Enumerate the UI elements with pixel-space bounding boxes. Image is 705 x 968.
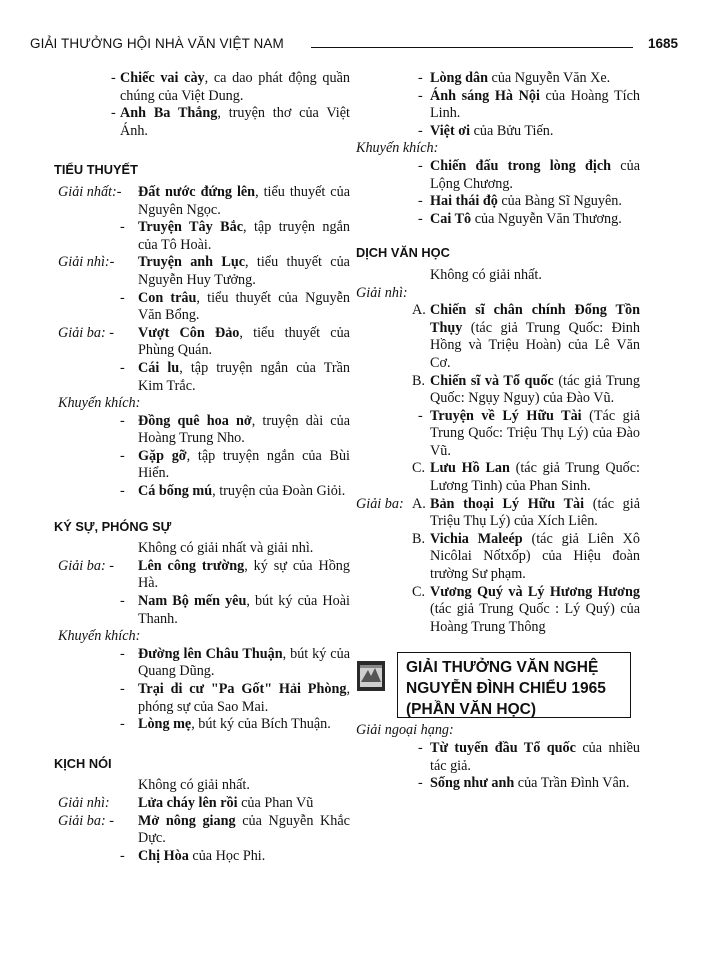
right-column xyxy=(356,70,640,793)
item-dash: - xyxy=(418,210,423,227)
award-banner xyxy=(356,652,640,722)
work-detail: , tiểu thuyết của Nguyễn Văn Bổng. xyxy=(138,289,350,324)
work-title: Vichia Maleép xyxy=(430,530,523,547)
work-detail: của Phan Vũ xyxy=(237,794,314,811)
work-detail: (tác giả Liên Xô Nicôlai Nốtxốp) của Hiệu đoàn trường Sư phạm. xyxy=(430,530,641,583)
list-item xyxy=(356,302,640,372)
page-number: 1685 xyxy=(647,36,678,51)
item-dash: - xyxy=(120,483,125,500)
work-detail: , bút ký của Hoài Thanh. xyxy=(138,593,350,627)
list-item xyxy=(58,681,350,716)
work-detail: , tiểu thuyết của Nguyễn Huy Tưởng. xyxy=(138,254,350,288)
work-title: Từ tuyến đầu Tổ quốc xyxy=(430,740,576,756)
work-detail: của Học Phi. xyxy=(188,847,266,864)
list-item xyxy=(356,460,640,495)
work-detail: , tập truyện ngắn của Bùi Hiển. xyxy=(138,447,350,482)
item-dash: - xyxy=(120,681,125,697)
work-title: Hai thái độ xyxy=(430,193,498,210)
item-marker: - xyxy=(418,407,423,424)
work-detail: của nhiều tác giả. xyxy=(430,740,640,774)
work-title: Mở nông giang xyxy=(138,812,236,829)
award-label: Giải ba: - xyxy=(58,557,114,574)
item-marker: A. xyxy=(412,495,426,512)
list-item xyxy=(58,325,350,360)
list-item xyxy=(356,373,640,408)
item-dash: - xyxy=(120,219,125,236)
work-title: Truyện về Lý Hữu Tài xyxy=(430,407,582,424)
item-dash: - xyxy=(418,740,423,756)
section-note: Không có giải nhất. xyxy=(138,777,250,794)
item-dash: - xyxy=(418,70,423,86)
list-item xyxy=(58,105,350,140)
item-dash: - xyxy=(120,412,125,429)
work-title: Con trâu xyxy=(138,289,197,306)
list-item xyxy=(58,716,350,734)
work-title: Truyện Tây Bắc xyxy=(138,219,243,236)
work-title: Lên công trường xyxy=(138,557,245,574)
award-label: Giải nhì: xyxy=(58,794,110,811)
section-note: Không có giải nhất và giải nhì. xyxy=(138,540,314,557)
work-detail: , bút ký của Bích Thuận. xyxy=(191,716,331,733)
list-item xyxy=(58,184,350,219)
section-heading-translation: DỊCH VĂN HỌC xyxy=(356,245,450,261)
list-item xyxy=(58,483,350,501)
list-item xyxy=(356,158,640,193)
item-dash: - xyxy=(120,359,125,376)
item-marker: B. xyxy=(412,530,426,547)
list-item xyxy=(58,848,350,866)
item-dash: - xyxy=(120,847,125,864)
work-title: Cai Tô xyxy=(430,210,472,227)
work-detail: , truyện dài của Hoàng Trung Nho. xyxy=(138,412,350,447)
work-title: Lòng mẹ xyxy=(138,716,192,733)
header-rule xyxy=(311,47,633,48)
list-item xyxy=(58,593,350,628)
item-dash: - xyxy=(120,716,125,733)
item-dash: - xyxy=(120,645,125,662)
work-detail: , tiểu thuyết của Phùng Quán. xyxy=(138,324,350,359)
work-title: Đường lên Châu Thuận xyxy=(138,645,283,662)
work-detail: của Lộng Chương. xyxy=(430,157,640,192)
item-dash: - xyxy=(418,157,423,174)
work-detail: của Bửu Tiến. xyxy=(470,122,554,139)
work-title: Chị Hòa xyxy=(138,847,189,864)
banner-title-line: NGUYỄN ĐÌNH CHIỂU 1965 xyxy=(406,680,606,698)
work-detail: (tác giả Trung Quốc: Ngụy Nguy) của Đào Vũ. xyxy=(430,372,640,407)
work-title: Gặp gỡ xyxy=(138,447,187,464)
list-item xyxy=(356,123,640,141)
section-note: Không có giải nhất. xyxy=(430,266,542,283)
list-item xyxy=(356,408,640,461)
work-detail: , ca dao phát động quần chúng của Việt Dung. xyxy=(120,70,350,104)
award-label: Giải ba: - xyxy=(58,812,114,829)
award-label: Giải ba: xyxy=(356,495,404,512)
work-detail: của Trần Đình Vân. xyxy=(514,775,630,792)
work-detail: (tác giả Trung Quốc: Đinh Hồng và Triệu Hoàn) của Lê Văn Cơ. xyxy=(430,319,640,371)
item-marker: C. xyxy=(412,460,426,477)
section-heading-novel: TIỂU THUYẾT xyxy=(54,162,138,178)
work-detail: , truyện của Đoàn Giỏi. xyxy=(212,483,346,500)
work-detail: , tập truyện ngắn của Trần Kim Trắc. xyxy=(138,359,350,394)
list-item xyxy=(58,813,350,848)
work-detail: (tác giả Triệu Thụ Lý) của Xích Liên. xyxy=(430,495,640,530)
work-detail: của Hoàng Tích Linh. xyxy=(430,87,640,122)
work-title: Sống như anh xyxy=(430,775,515,792)
work-detail: của Nguyễn Văn Thương. xyxy=(471,210,622,227)
work-detail: , ký sự của Hồng Hà. xyxy=(138,557,350,592)
list-item xyxy=(58,219,350,254)
item-dash: - xyxy=(120,289,125,306)
work-title: Chiến đấu trong lòng địch xyxy=(430,157,612,174)
award-label: Giải ba: - xyxy=(58,324,114,341)
work-title: Việt ơi xyxy=(430,122,471,139)
banner-title-line: GIẢI THƯỞNG VĂN NGHỆ xyxy=(406,659,599,677)
award-label: Giải nhất:- xyxy=(58,183,122,200)
work-title: Ánh sáng Hà Nội xyxy=(430,87,540,104)
work-title: Lưu Hồ Lan xyxy=(430,460,510,477)
section-heading-reportage: KÝ SỰ, PHÓNG SỰ xyxy=(54,518,172,534)
work-detail: của Nguyễn Khắc Dực. xyxy=(138,812,350,847)
list-item xyxy=(58,558,350,593)
work-title: Đồng quê hoa nở xyxy=(138,412,252,429)
list-item xyxy=(356,193,640,211)
running-title: GIẢI THƯỞNG HỘI NHÀ VĂN VIỆT NAM xyxy=(30,36,284,51)
work-detail: , truyện thơ của Việt Ánh. xyxy=(120,105,350,139)
work-detail: , tập truyện ngắn của Tô Hoài. xyxy=(138,219,350,253)
item-dash: - xyxy=(120,593,125,610)
banner-box xyxy=(397,652,631,718)
award-label: Giải nhì: xyxy=(356,284,408,301)
list-item xyxy=(356,496,640,531)
banner-title-line: (PHẦN VĂN HỌC) xyxy=(406,701,537,719)
list-item xyxy=(356,211,640,229)
work-title: Vương Quý và Lý Hương Hương xyxy=(430,583,640,600)
list-item xyxy=(356,531,640,584)
book-emblem-icon xyxy=(356,660,386,692)
work-title: Chiến sĩ chân chính Đổng Tồn Thụy xyxy=(430,302,640,336)
award-label: Khuyến khích: xyxy=(58,628,141,645)
item-dash: - xyxy=(418,775,423,792)
work-detail: của Bàng Sĩ Nguyên. xyxy=(497,193,622,210)
list-item xyxy=(356,70,640,88)
item-dash: - xyxy=(111,70,116,86)
left-column xyxy=(54,70,350,865)
list-item xyxy=(58,646,350,681)
list-item xyxy=(58,360,350,395)
work-detail: , tiểu thuyết của Nguyên Ngọc. xyxy=(138,183,350,218)
item-marker: B. xyxy=(412,372,426,389)
work-title: Cái lu xyxy=(138,359,180,376)
item-marker: C. xyxy=(412,583,426,600)
item-dash: - xyxy=(418,87,423,104)
item-dash: - xyxy=(418,193,423,210)
work-detail: (tác giả Trung Quốc: Lương Tinh) của Phan Sinh. xyxy=(430,460,640,495)
list-item xyxy=(58,448,350,483)
work-title: Lửa cháy lên rồi xyxy=(138,794,238,811)
work-title: Bản thoại Lý Hữu Tài xyxy=(430,495,585,512)
work-detail: (Tác giả Trung Quốc: Triệu Thụ Lý) của Đào Vũ. xyxy=(430,407,640,459)
list-item xyxy=(356,740,640,775)
work-detail: , bút ký của Quang Dũng. xyxy=(138,645,350,680)
list-item xyxy=(58,70,350,105)
work-title: Lòng dân xyxy=(430,70,488,86)
work-title: Anh Ba Thắng xyxy=(120,105,218,122)
award-label: Giải ngoại hạng: xyxy=(356,722,454,739)
item-dash: - xyxy=(120,447,125,464)
work-title: Trại di cư "Pa Gốt" Hải Phòng xyxy=(138,681,347,697)
section-heading-drama: KỊCH NÓI xyxy=(54,755,112,771)
work-title: Chiến sĩ và Tổ quốc xyxy=(430,372,554,389)
page-header xyxy=(30,36,678,60)
list-item xyxy=(58,413,350,448)
award-label: Giải nhì:- xyxy=(58,254,115,271)
list-item xyxy=(356,584,640,637)
work-title: Nam Bộ mến yêu xyxy=(138,593,247,610)
list-item xyxy=(356,775,640,793)
work-detail: , phóng sự của Sao Mai. xyxy=(138,681,350,715)
work-title: Vượt Côn Đảo xyxy=(138,324,240,341)
work-detail: của Nguyễn Văn Xe. xyxy=(487,70,611,86)
award-label: Khuyến khích: xyxy=(356,140,439,157)
list-item xyxy=(58,290,350,325)
item-dash: - xyxy=(418,122,423,139)
work-title: Truyện anh Lục xyxy=(138,254,246,271)
item-marker: A. xyxy=(412,302,426,319)
award-label: Khuyến khích: xyxy=(58,395,141,412)
work-title: Cá bống mú xyxy=(138,483,213,500)
list-item xyxy=(58,795,350,813)
work-detail: (tác giả Trung Quốc : Lý Quý) của Hoàng Trung Thông xyxy=(430,601,640,635)
work-title: Đất nước đứng lên xyxy=(138,183,256,200)
list-item xyxy=(356,88,640,123)
item-dash: - xyxy=(111,105,116,122)
list-item xyxy=(58,254,350,289)
work-title: Chiếc vai cày xyxy=(120,70,205,86)
